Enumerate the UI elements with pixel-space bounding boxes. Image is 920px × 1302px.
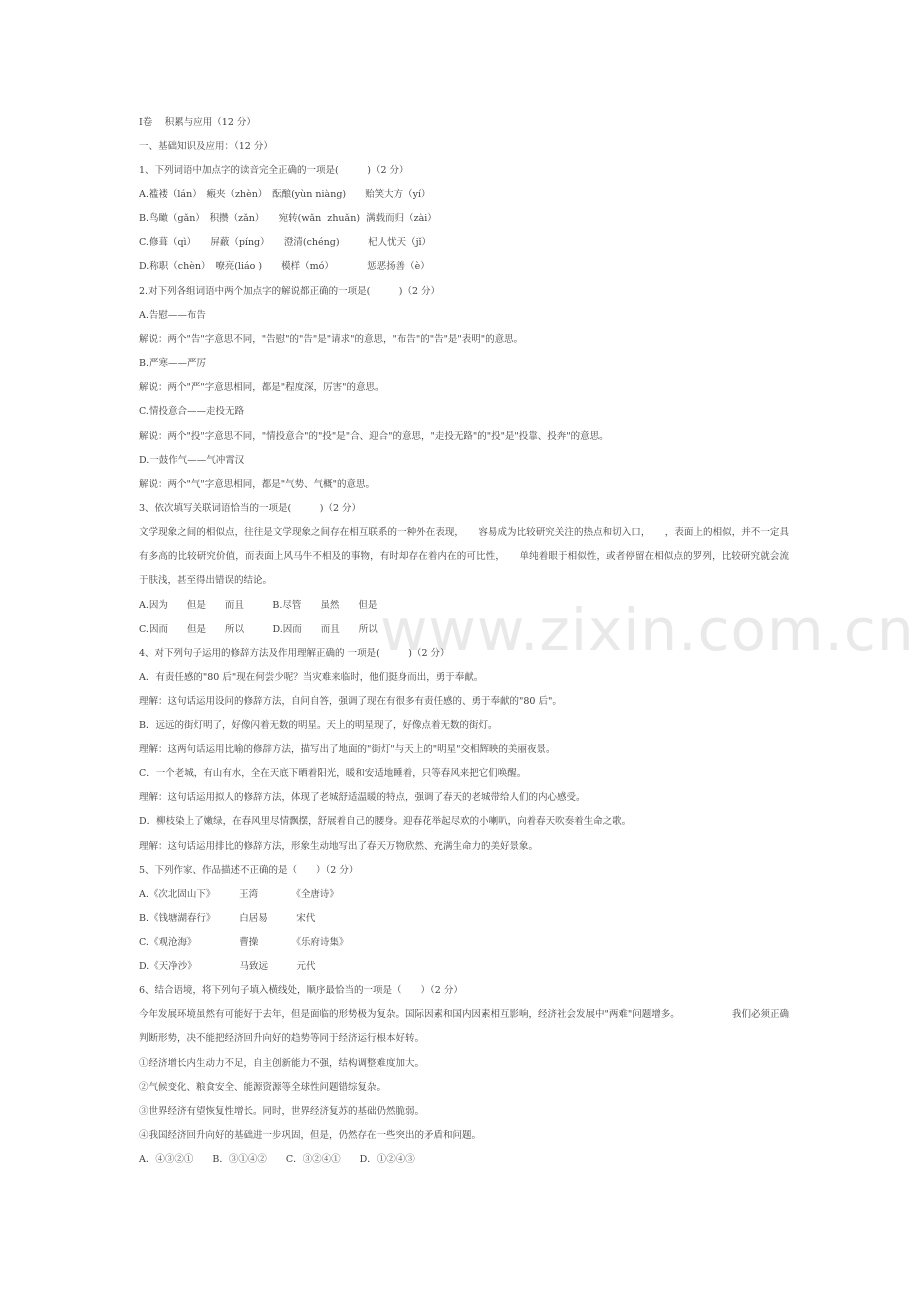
q2-stem: 2.对下列各组词语中两个加点字的解说都正确的一项是( )（2 分） [139,286,441,297]
q2-explanation-a: 解说：两个"告"字意思不同，"告慰"的"告"是"请求"的意思，"布告"的"告"是"表明"的意思。 [139,334,524,345]
q6-sentence-4: ④我国经济回升向好的基础进一步巩固，但是，仍然存在一些突出的矛盾和问题。 [139,1130,482,1141]
q3-stem: 3、依次填写关联词语恰当的一项是( )（2 分） [139,503,362,514]
q6-passage: 今年发展环境虽然有可能好于去年，但是面临的形势极为复杂。国际因素和国内因素相互影响，经济社会发展中"两难"问题增多。 我们必须正确判断形势，决不能把经济回升向好的趋势等同于经济运行根本好转。 [139,1009,789,1044]
q2-explanation-c: 解说：两个"投"字意思不同，"情投意合"的"投"是"合、迎合"的意思，"走投无路"的"投"是"投靠、投奔"的意思。 [139,431,609,442]
q1-stem: 1、下列词语中加点字的读音完全正确的一项是( )（2 分） [139,165,409,176]
q6-sentence-2: ②气候变化、粮食安全、能源资源等全球性问题错综复杂。 [139,1082,387,1093]
q5-option-b: B.《钱塘湖春行》 白居易 宋代 [139,913,316,924]
q4-option-d: D．柳枝染上了嫩绿，在春风里尽情飘摆，舒展着自己的腰身。迎春花举起尽欢的小喇叭，向着春天吹奏着生命之歌。 [139,816,632,827]
q5-option-d: D.《天净沙》 马致远 元代 [139,961,316,972]
paper-header: Ⅰ卷 积累与应用（12 分） [139,117,256,128]
q2-explanation-b: 解说：两个"严"字意思相同，都是"程度深，厉害"的意思。 [139,382,385,393]
q4-explanation-a: 理解：这句话运用设问的修辞方法，自问自答，强调了现在有很多有责任感的、勇于奉献的"80 后"。 [139,696,562,707]
q6-stem: 6、结合语境，将下列句子填入横线处，顺序最恰当的一项是（ ）（2 分） [139,985,463,996]
q4-option-a: A．有责任感的"80 后"现在何尝少呢？当灾难来临时，他们挺身而出，勇于奉献。 [139,672,484,683]
q4-explanation-b: 理解：这两句话运用比喻的修辞方法，描写出了地面的"街灯"与天上的"明星"交相辉映的美丽夜景。 [139,744,556,755]
q2-option-c: C.情投意合——走投无路 [139,406,244,417]
q2-option-a: A.告慰——布告 [139,310,206,321]
q5-option-a: A.《次北固山下》 王湾 《全唐诗》 [139,889,339,900]
q4-option-c: C．一个老城，有山有水，全在天底下晒着阳光，暖和安适地睡着，只等春风来把它们唤醒。 [139,768,527,779]
q2-option-b: B.严寒——严厉 [139,358,207,369]
q2-explanation-d: 解说：两个"气"字意思相同，都是"气势、气概"的意思。 [139,479,375,490]
q6-options: A．④③②① B．③①④② C．③②④① D．①②④③ [139,1154,415,1165]
q2-option-d: D.一鼓作气——气冲霄汉 [139,455,245,466]
q1-option-b: B.鸟瞰（gǎn） 积攒（zǎn） 宛转(wǎn zhuǎn) 满载而归（zài） [139,213,437,224]
q3-options-ab: A.因为 但是 而且 B.尽管 虽然 但是 [139,600,378,611]
q4-stem: 4、对下列句子运用的修辞方法及作用理解正确的 一项是( )（2 分） [139,648,450,659]
q1-option-a: A.褴褛（lán） 瘢夹（zhèn） 酝酿(yùn niàng) 贻笑大方（yí） [139,189,431,200]
q5-stem: 5、下列作家、作品描述不正确的是（ ）（2 分） [139,865,359,876]
q3-options-cd: C.因而 但是 所以 D.因而 而且 所以 [139,624,378,635]
q6-sentence-3: ③世界经济有望恢复性增长。同时，世界经济复苏的基础仍然脆弱。 [139,1106,425,1117]
q4-explanation-c: 理解：这句话运用拟人的修辞方法，体现了老城舒适温暖的特点，强调了春天的老城带给人们的内心感受。 [139,792,586,803]
section-title: 一、基础知识及应用：（12 分） [139,141,273,152]
q3-passage: 文学现象之间的相似点，往往是文学现象之间存在相互联系的一种外在表现， 容易成为比较研究关注的热点和切入口， ，表面上的相似，并不一定具有多高的比较研究价值，而表面上风马牛不相及的事物，有时却存在着内在的可比性， 单纯着眼于相似性，或者停留在相似点的罗列，比较研究就会流于肤浅，甚至得出错误的结论。 [139,527,789,586]
q6-sentence-1: ①经济增长内生动力不足，自主创新能力不强，结构调整难度加大。 [139,1058,425,1069]
q4-option-b: B．远远的街灯明了，好像闪着无数的明星。天上的明星现了，好像点着无数的街灯。 [139,720,498,731]
q1-option-d: D.称职（chèn） 嘹亮(liáo ) 模样（mó） 惩恶扬善（è） [139,261,430,272]
watermark: www.zixin.com.cn [380,596,915,664]
q1-option-c: C.修葺（qì） 屏蔽（píng） 澄清(chéng) 杞人忧天（jǐ） [139,237,432,248]
q4-explanation-d: 理解：这句话运用排比的修辞方法，形象生动地写出了春天万物欣然、充满生命力的美好景象。 [139,841,539,852]
q5-option-c: C.《观沧海》 曹操 《乐府诗集》 [139,937,349,948]
